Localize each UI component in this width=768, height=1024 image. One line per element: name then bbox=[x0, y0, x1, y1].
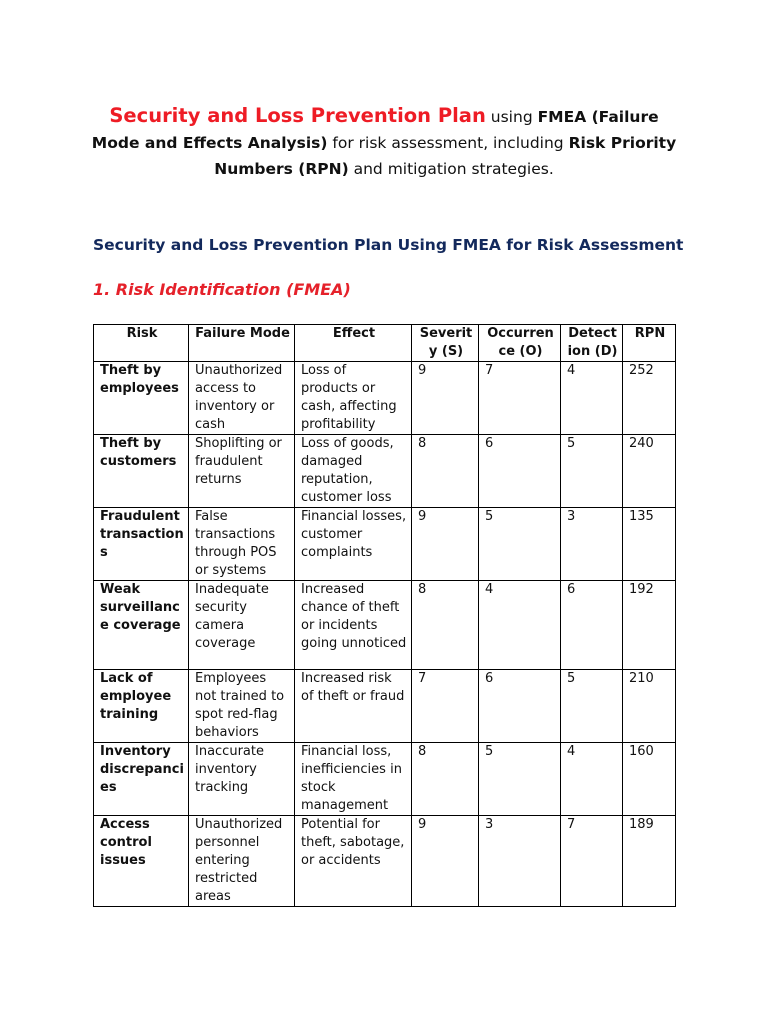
header-effect: Effect bbox=[295, 325, 412, 362]
cell-occurrence: 6 bbox=[479, 670, 561, 743]
cell-effect: Financial loss, inefficiencies in stock management bbox=[295, 743, 412, 816]
table-row bbox=[94, 362, 676, 435]
cell-rpn: 189 bbox=[623, 816, 676, 907]
cell-severity: 9 bbox=[412, 508, 479, 581]
cell-severity: 8 bbox=[412, 581, 479, 670]
cell-effect: Loss of goods, damaged reputation, customer loss bbox=[295, 435, 412, 508]
table-header-row bbox=[94, 325, 676, 362]
cell-severity: 8 bbox=[412, 435, 479, 508]
cell-rpn: 192 bbox=[623, 581, 676, 670]
cell-detection: 5 bbox=[561, 670, 623, 743]
table-row bbox=[94, 743, 676, 816]
cell-occurrence: 4 bbox=[479, 581, 561, 670]
header-occurrence: Occurrence (O) bbox=[479, 325, 561, 362]
cell-rpn: 252 bbox=[623, 362, 676, 435]
cell-failure-mode: Shoplifting or fraudulent returns bbox=[189, 435, 295, 508]
header-risk: Risk bbox=[94, 325, 189, 362]
cell-risk: Inventory discrepancies bbox=[94, 743, 189, 816]
cell-detection: 7 bbox=[561, 816, 623, 907]
cell-severity: 9 bbox=[412, 816, 479, 907]
intro-text-1: using bbox=[485, 108, 538, 126]
cell-failure-mode: Employees not trained to spot red-flag behaviors bbox=[189, 670, 295, 743]
intro-text-3: and mitigation strategies. bbox=[348, 160, 554, 178]
header-failure-mode: Failure Mode bbox=[189, 325, 295, 362]
cell-risk: Fraudulent transactions bbox=[94, 508, 189, 581]
fmea-table bbox=[93, 324, 676, 907]
table-row bbox=[94, 581, 676, 670]
intro-paragraph bbox=[90, 103, 678, 182]
cell-rpn: 160 bbox=[623, 743, 676, 816]
cell-rpn: 240 bbox=[623, 435, 676, 508]
cell-occurrence: 6 bbox=[479, 435, 561, 508]
cell-detection: 3 bbox=[561, 508, 623, 581]
cell-risk: Access control issues bbox=[94, 816, 189, 907]
cell-occurrence: 5 bbox=[479, 743, 561, 816]
cell-detection: 6 bbox=[561, 581, 623, 670]
cell-severity: 7 bbox=[412, 670, 479, 743]
header-detection: Detection (D) bbox=[561, 325, 623, 362]
cell-effect: Financial losses, customer complaints bbox=[295, 508, 412, 581]
cell-risk: Lack of employee training bbox=[94, 670, 189, 743]
intro-text-2: for risk assessment, including bbox=[327, 134, 569, 152]
header-severity: Severity (S) bbox=[412, 325, 479, 362]
cell-risk: Theft by employees bbox=[94, 362, 189, 435]
cell-severity: 9 bbox=[412, 362, 479, 435]
cell-effect: Potential for theft, sabotage, or accidents bbox=[295, 816, 412, 907]
cell-failure-mode: Unauthorized personnel entering restricted areas bbox=[189, 816, 295, 907]
cell-failure-mode: Inaccurate inventory tracking bbox=[189, 743, 295, 816]
cell-failure-mode: False transactions through POS or systems bbox=[189, 508, 295, 581]
document-title: Security and Loss Prevention Plan bbox=[109, 104, 486, 127]
cell-occurrence: 3 bbox=[479, 816, 561, 907]
cell-severity: 8 bbox=[412, 743, 479, 816]
cell-failure-mode: Inadequate security camera coverage bbox=[189, 581, 295, 670]
table-row bbox=[94, 508, 676, 581]
section-heading-risk-identification: 1. Risk Identification (FMEA) bbox=[93, 280, 351, 299]
intro-bold-rpn: Risk Priority Numbers (RPN) bbox=[214, 134, 677, 178]
cell-rpn: 210 bbox=[623, 670, 676, 743]
cell-rpn: 135 bbox=[623, 508, 676, 581]
cell-risk: Theft by customers bbox=[94, 435, 189, 508]
table-row bbox=[94, 435, 676, 508]
plan-subheading: Security and Loss Prevention Plan Using FMEA for Risk Assessment bbox=[93, 236, 684, 254]
cell-effect: Increased chance of theft or incidents going unnoticed bbox=[295, 581, 412, 670]
cell-detection: 4 bbox=[561, 743, 623, 816]
cell-detection: 4 bbox=[561, 362, 623, 435]
header-rpn: RPN bbox=[623, 325, 676, 362]
cell-risk: Weak surveillance coverage bbox=[94, 581, 189, 670]
cell-effect: Increased risk of theft or fraud bbox=[295, 670, 412, 743]
cell-detection: 5 bbox=[561, 435, 623, 508]
table-row bbox=[94, 670, 676, 743]
intro-bold-fmea: FMEA (Failure Mode and Effects Analysis) bbox=[91, 108, 659, 152]
cell-failure-mode: Unauthorized access to inventory or cash bbox=[189, 362, 295, 435]
table-row bbox=[94, 816, 676, 907]
cell-effect: Loss of products or cash, affecting profitability bbox=[295, 362, 412, 435]
cell-occurrence: 7 bbox=[479, 362, 561, 435]
cell-occurrence: 5 bbox=[479, 508, 561, 581]
